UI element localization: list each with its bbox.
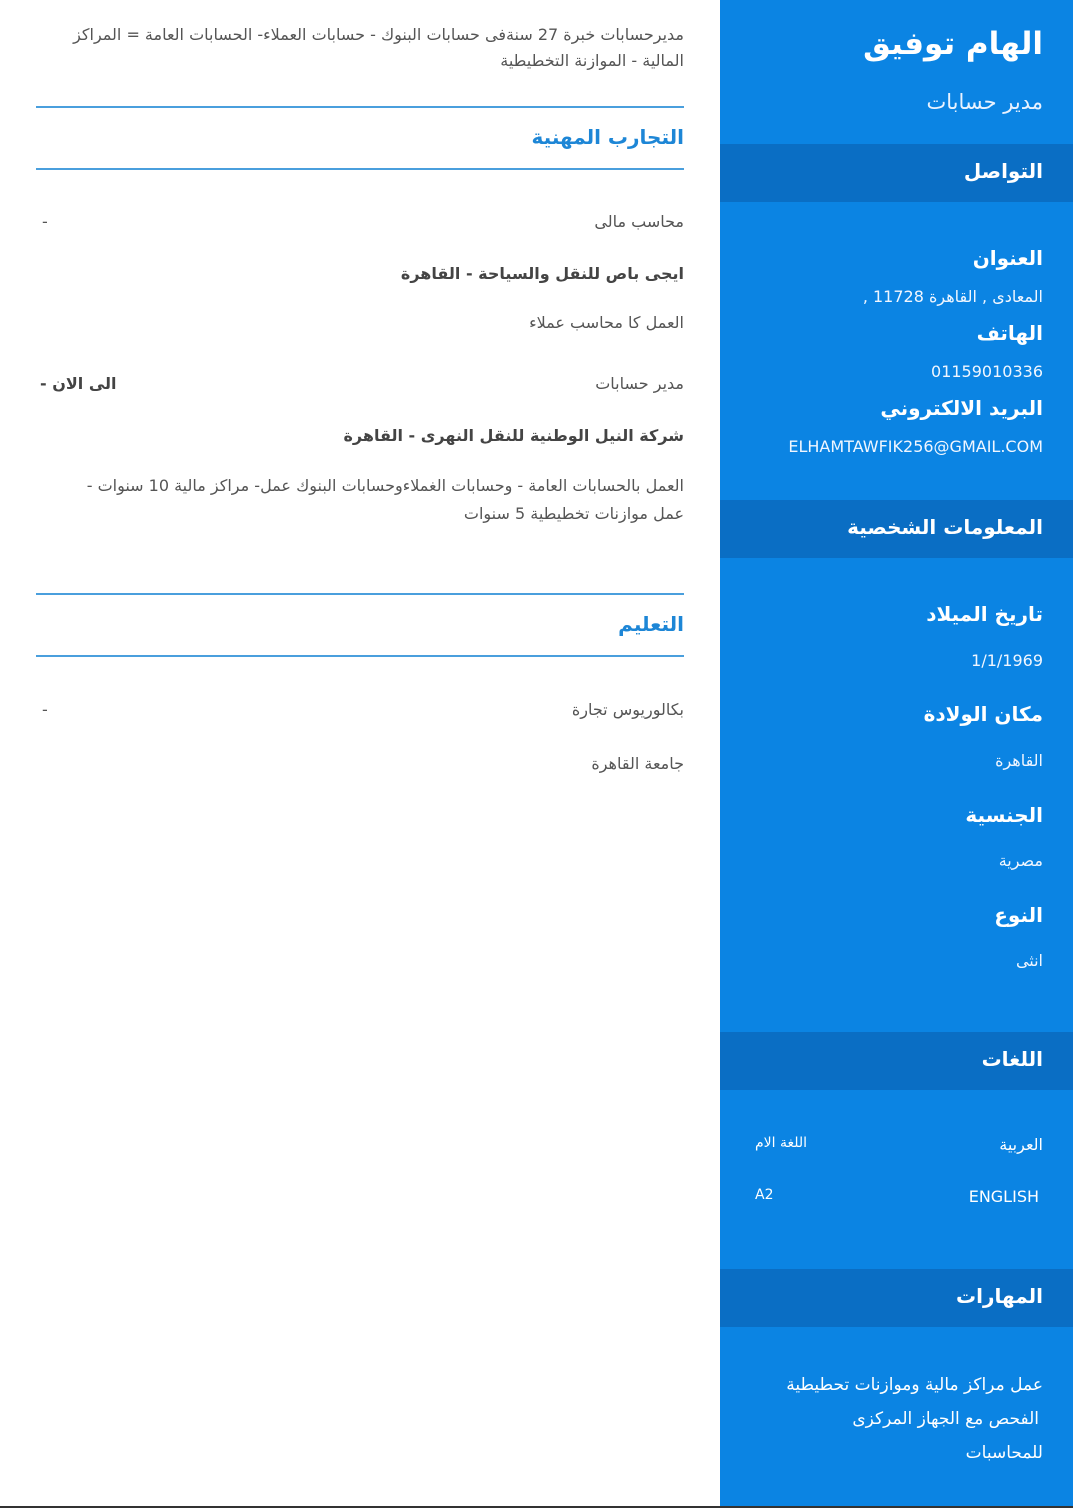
birth-place-value: القاهرة [995,751,1043,770]
profile-summary: مديرحسابات خبرة 27 سنةفى حسابات البنوك - حسابات العملاء- الحسابات العامة = المراكز المالية - الموازنة التخطيطية [73,25,684,70]
email-label: البريد الالكتروني [880,396,1043,420]
degree-name: بكالوريوس تجارة [571,700,684,719]
personal-heading-band [720,500,1073,558]
address-value: المعادى , القاهرة 11728 , [862,287,1043,306]
contact-heading-band [720,144,1073,202]
skills-heading-band [720,1269,1073,1327]
job-title: مدير حسابات [595,374,684,393]
personal-heading: المعلومات الشخصية [847,515,1043,539]
skill-line: الفحص مع الجهاز المركزى [852,1409,1039,1429]
company-name: ايجى باص للنقل والسياحة - القاهرة [400,264,684,283]
job-date: - [42,212,48,231]
phone-value[interactable]: 01159010336 [931,362,1043,381]
school-name: جامعة القاهرة [591,754,684,773]
section-divider [36,168,684,170]
gender-label: النوع [994,903,1043,927]
nationality-value: مصرية [998,851,1043,870]
experience-title-row [36,212,684,236]
skills-list [773,1368,1043,1470]
section-divider [36,655,684,657]
degree-date: - [42,700,48,719]
nationality-label: الجنسية [965,803,1043,827]
experience-heading: التجارب المهنية [531,125,684,149]
gender-value: انثى [1015,951,1043,970]
language-name: العربية [999,1135,1043,1154]
skills-heading: المهارات [956,1284,1043,1308]
sidebar [720,0,1073,1506]
birth-date-label: تاريخ الميلاد [926,602,1043,626]
address-label: العنوان [972,246,1043,270]
skill-line: للمحاسبات [965,1443,1043,1463]
profile-title: مدير حسابات [926,90,1043,114]
birth-place-label: مكان الولادة [923,702,1043,726]
email-value[interactable]: ELHAMTAWFIK256@GMAIL.COM [788,437,1043,456]
language-level: A2 [755,1187,774,1203]
contact-heading: التواصل [963,159,1043,183]
section-divider [36,593,684,595]
languages-heading-band [720,1032,1073,1090]
section-divider [36,106,684,108]
profile-name: الهام توفيق [863,26,1043,62]
job-title: محاسب مالى [594,212,684,231]
birth-date-value: 1/1/1969 [971,651,1043,670]
skill-line: عمل مراكز مالية وموازنات تحطيطية [786,1375,1043,1395]
language-row [755,1135,1043,1159]
job-description: العمل بالحسابات العامة - وحسابات الغملاءوحسابات البنوك عمل- مراكز مالية 10 سنوات - عمل موازنات تخطيطية 5 سنوات [86,476,684,523]
experience-title-row [36,374,684,398]
company-name: شركة النيل الوطنية للنقل النهرى - القاهرة [343,426,684,445]
languages-heading: اللغات [981,1047,1043,1071]
language-row [755,1187,1043,1211]
language-level: اللغة الام [755,1135,808,1151]
job-description: العمل كا محاسب عملاء [529,313,684,332]
job-date: الى الان - [40,374,117,393]
education-heading: التعليم [618,612,684,636]
education-title-row [36,700,684,724]
language-name: ENGLISH [968,1187,1039,1206]
phone-label: الهاتف [976,321,1043,345]
